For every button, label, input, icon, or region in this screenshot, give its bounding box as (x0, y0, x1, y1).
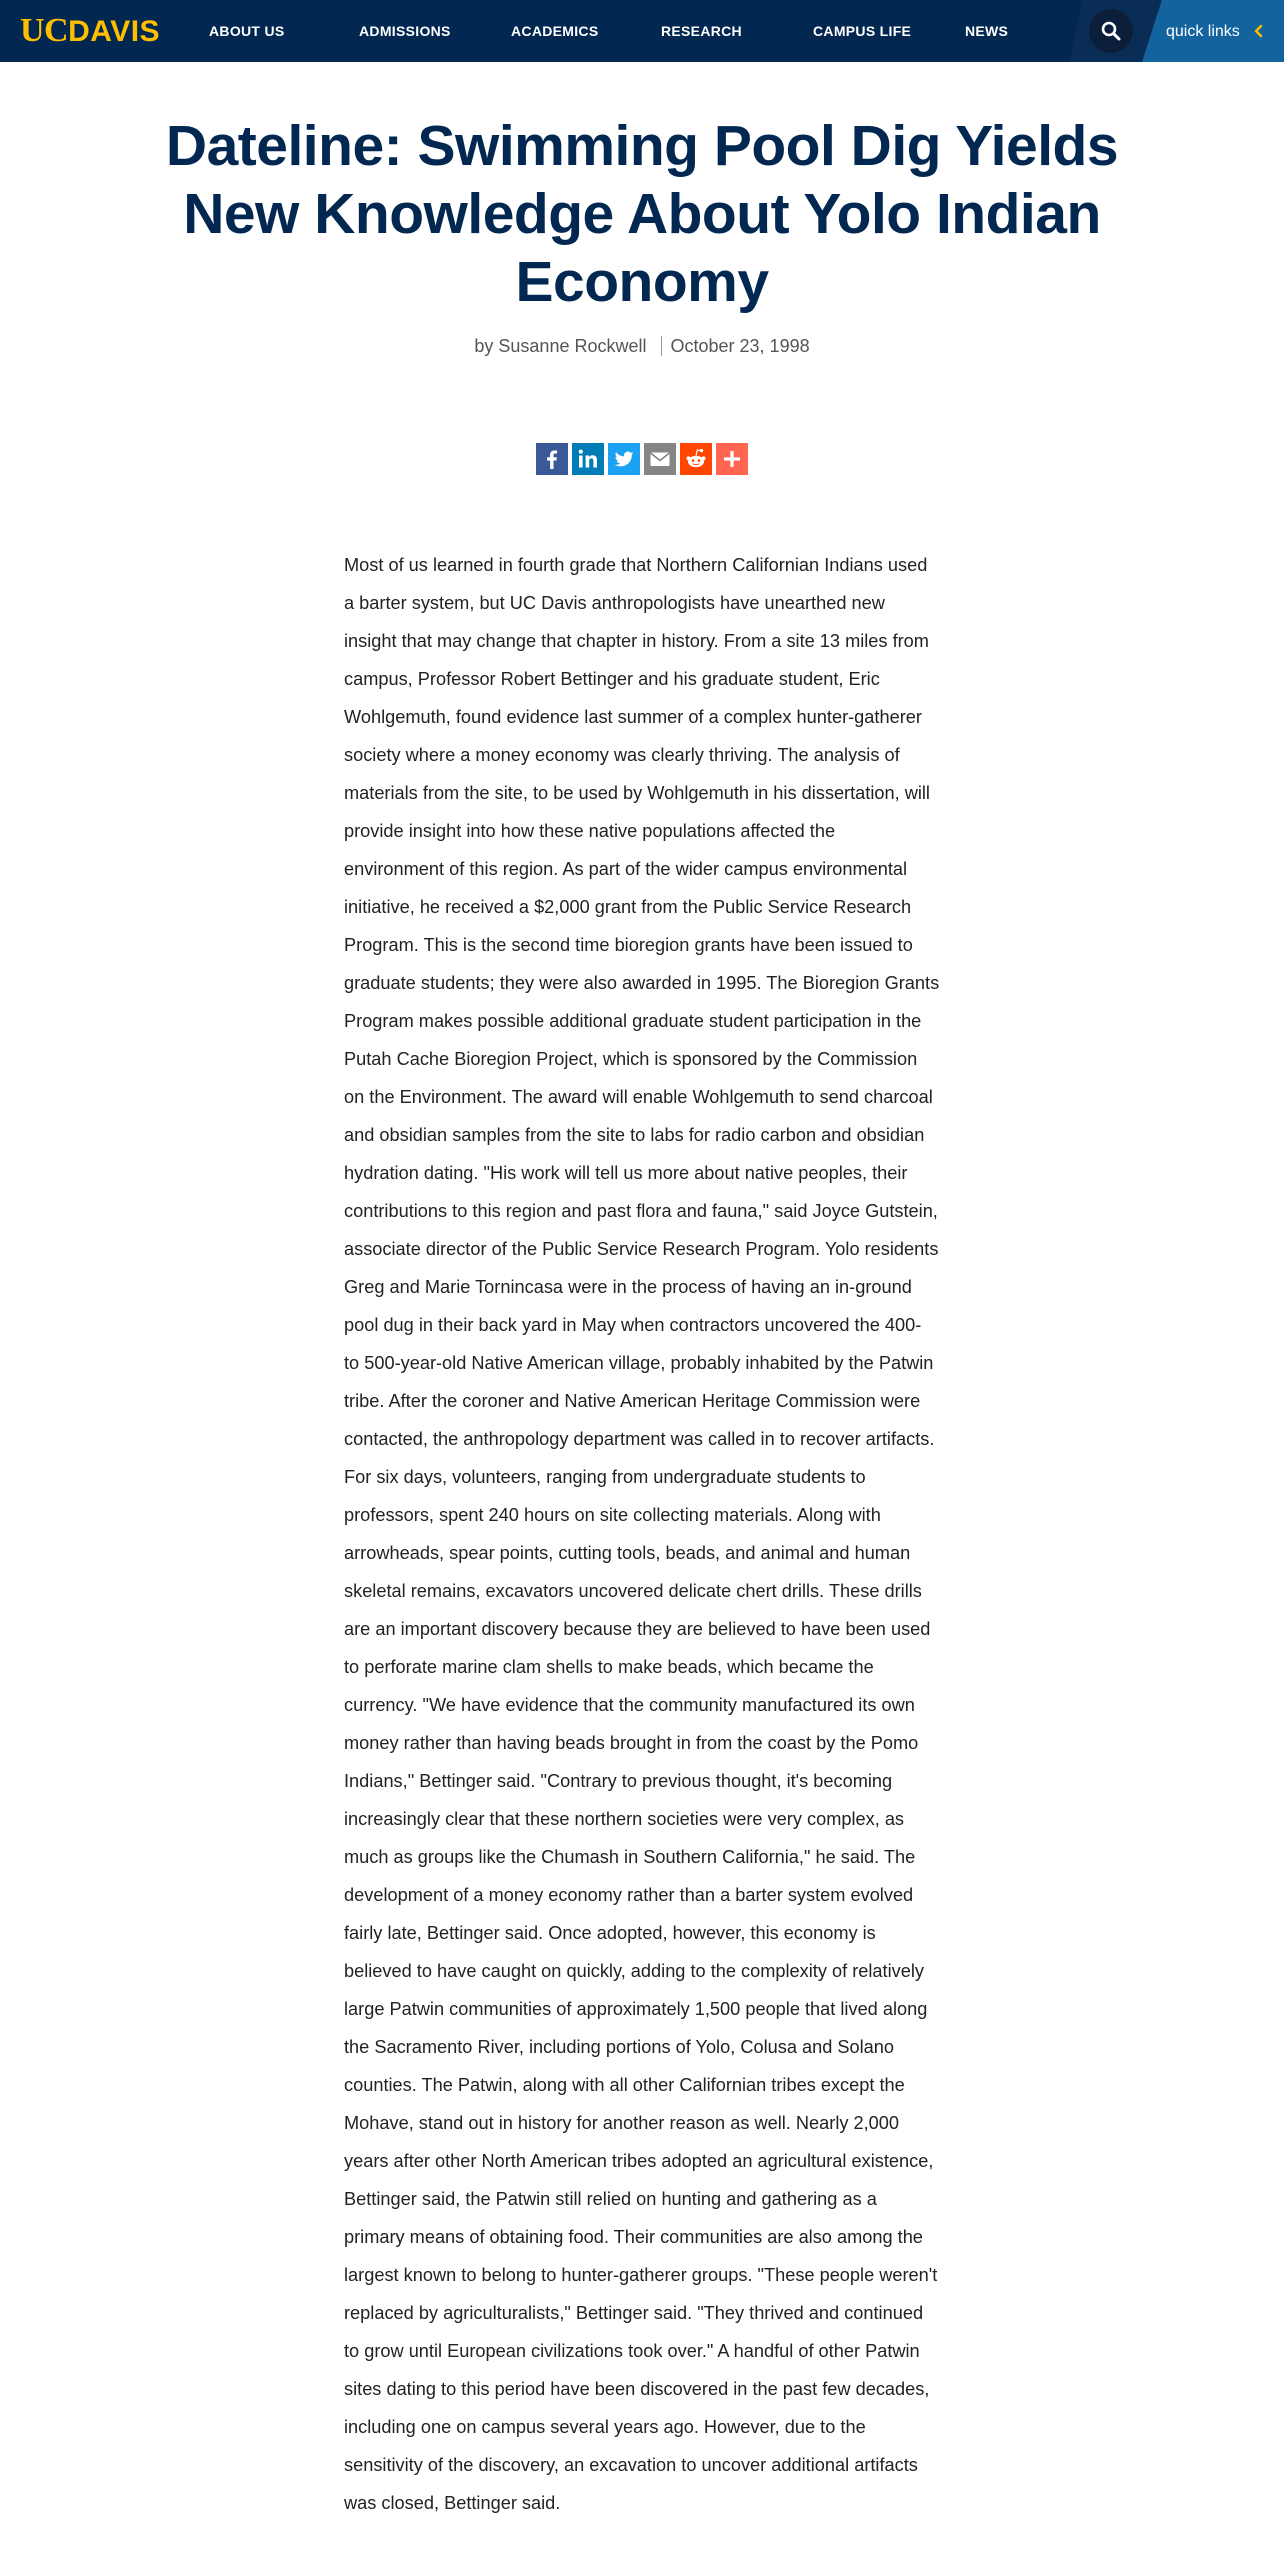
quick-links-label[interactable]: quick links (1166, 23, 1240, 40)
site-header (0, 0, 1284, 62)
share-facebook-button[interactable] (536, 443, 568, 475)
search-button[interactable] (1089, 9, 1133, 53)
share-email-button[interactable] (644, 443, 676, 475)
nav-about-us[interactable]: ABOUT US (209, 23, 285, 39)
logo-davis: DAVIS (68, 15, 161, 48)
article-body: Most of us learned in fourth grade that Northern Californian Indians used a barter system, but UC Davis anthropologists have unearthed new insight that may change that chapter in history. From a site 13 miles from campus, Professor Robert Bettinger and his graduate student, Eric Wohlgemuth, found evidence last summer of a complex hunter-gatherer society where a money economy was clearly thriving. The analysis of materials from the site, to be used by Wohlgemuth in his dissertation, will provide insight into how these native populations affected the environment of this region. As part of the wider campus environmental initiative, he received a $2,000 grant from the Public Service Research Program. This is the second time bioregion grants have been issued to graduate students; they were also awarded in 1995. The Bioregion Grants Program makes possible additional graduate student participation in the Putah Cache Bioregion Project, which is sponsored by the Commission on the Environment. The award will enable Wohlgemuth to send charcoal and obsidian samples from the site to labs for radio carbon and obsidian hydration dating. "His work will tell us more about native peoples, their contributions to this region and past flora and fauna," said Joyce Gutstein, associate director of the Public Service Research Program. Yolo residents Greg and Marie Tornincasa were in the process of having an in-ground pool dug in their back yard in May when contractors uncovered the 400- to 500-year-old Native American village, probably inhabited by the Patwin tribe. After the coroner and Native American Heritage Commission were contacted, the anthropology department was called in to recover artifacts. For six days, volunteers, ranging from undergraduate students to professors, spent 240 hours on site collecting materials. Along with arrowheads, spear points, cutting tools, beads, and animal and human skeletal remains, excavators uncovered delicate chert drills. These drills are an important discovery because they are believed to have been used to perforate marine clam shells to make beads, which became the currency. "We have evidence that the community manufactured its own money rather than having beads brought in from the coast by the Pomo Indians," Bettinger said. "Contrary to previous thought, it's becoming increasingly clear that these northern societies were very complex, as much as groups like the Chumash in Southern California," he said. The development of a money economy rather than a barter system evolved fairly late, Bettinger said. Once adopted, however, this economy is believed to have caught on quickly, adding to the complexity of relatively large Patwin communities of approximately 1,500 people that lived along the Sacramento River, including portions of Yolo, Colusa and Solano counties. The Patwin, along with all other Californian tribes except the Mohave, stand out in history for another reason as well. Nearly 2,000 years after other North American tribes adopted an agricultural existence, Bettinger said, the Patwin still relied on hunting and gathering as a primary means of obtaining food. Their communities are also among the largest known to belong to hunter-gatherer groups. "These people weren't replaced by agriculturalists," Bettinger said. "They thrived and continued to grow until European civilizations took over." A handful of other Patwin sites dating to this period have been discovered in the past few decades, including one on campus several years ago. However, due to the sensitivity of the discovery, an excavation to uncover additional artifacts was closed, Bettinger said. (344, 555, 940, 2513)
page-title: Dateline: Swimming Pool Dig Yields New Knowledge About Yolo Indian Economy (165, 114, 1119, 314)
share-reddit-button[interactable] (680, 443, 712, 475)
logo-uc: UC (20, 12, 69, 49)
search-icon (1101, 21, 1121, 41)
chevron-left-icon (1252, 24, 1266, 38)
nav-academics[interactable]: ACADEMICS (511, 23, 599, 39)
byline (0, 333, 1284, 359)
nav-admissions[interactable]: ADMISSIONS (359, 23, 451, 39)
ucdavis-logo[interactable] (20, 13, 160, 49)
share-twitter-button[interactable] (608, 443, 640, 475)
twitter-icon (608, 443, 640, 475)
share-toolbar (536, 443, 748, 475)
share-more-button[interactable] (716, 443, 748, 475)
nav-news[interactable]: NEWS (965, 23, 1009, 39)
email-icon (644, 443, 676, 475)
plus-icon (716, 443, 748, 475)
byline-divider (661, 336, 662, 356)
author-name: Susanne Rockwell (498, 336, 647, 356)
facebook-icon (536, 443, 568, 475)
nav-research[interactable]: RESEARCH (661, 23, 742, 39)
share-linkedin-button[interactable] (572, 443, 604, 475)
publish-date: October 23, 1998 (670, 336, 810, 356)
byline-prefix: by (474, 336, 494, 356)
nav-campus-life[interactable]: CAMPUS LIFE (813, 23, 912, 39)
linkedin-icon (572, 443, 604, 475)
reddit-icon (680, 443, 712, 475)
